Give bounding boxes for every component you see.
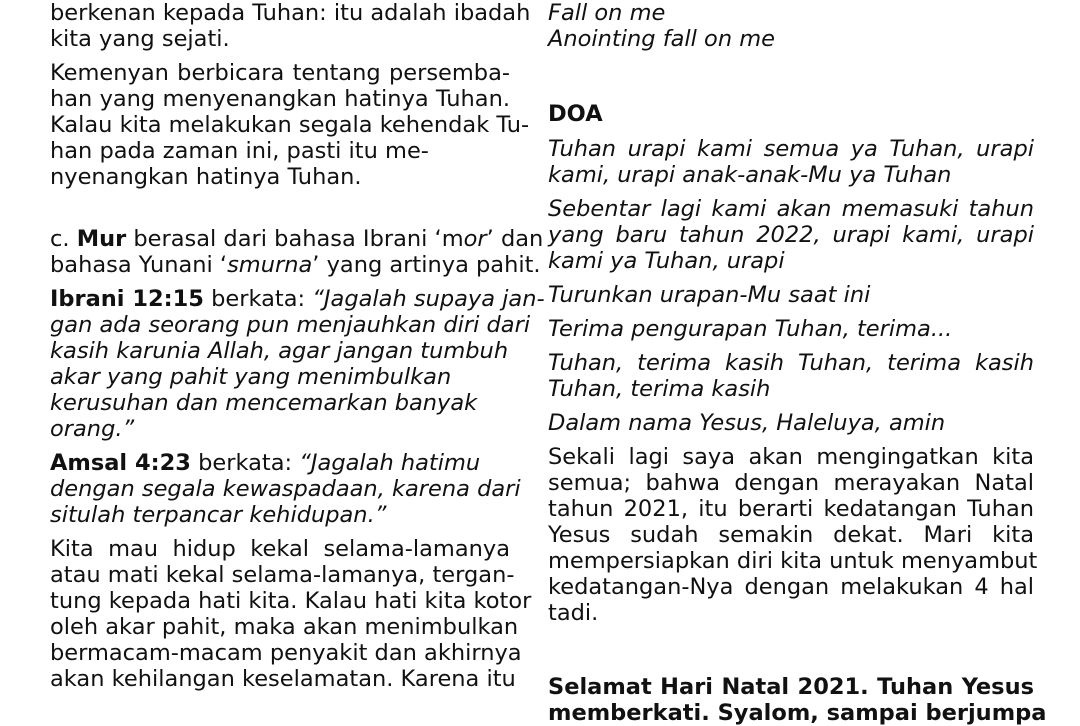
prayer-paragraph	[548, 316, 1034, 342]
mur-line-1	[50, 226, 544, 252]
prayer	[548, 136, 1034, 436]
verse-line: dengan segala kewaspadaan, karena dari	[50, 476, 521, 502]
verse-reference: Amsal 4:23	[50, 450, 191, 476]
text-line: Kalau kita melakukan segala kehendak Tu-	[50, 112, 530, 138]
prayer-line: Sebentar lagi kami akan memasuki tahun	[548, 196, 1034, 222]
text-span: berkata:	[190, 450, 300, 476]
hebrew-word: or	[463, 226, 487, 252]
verse-line: situlah terpancar kehidupan.”	[50, 502, 387, 528]
text-line: kita yang sejati.	[50, 26, 230, 52]
prayer-line: Tuhan, terima kasih	[548, 376, 771, 402]
paragraph-kemenyan	[50, 60, 530, 190]
lyric-line: Anointing fall on me	[548, 26, 775, 52]
text-line: oleh akar pahit, maka akan menimbulkan	[50, 614, 519, 640]
text-line: tadi.	[548, 600, 599, 626]
verse-ibrani	[50, 286, 545, 442]
text-line: atau mati kekal selama-lamanya, tergan-	[50, 562, 515, 588]
right-column	[548, 0, 1047, 726]
text-span: berasal dari bahasa Ibrani ‘m	[126, 226, 464, 252]
term-mur: Mur	[76, 226, 127, 252]
text-line: akan kehilangan keselamatan. Karena itu	[50, 666, 516, 692]
text-line: han pada zaman ini, pasti itu me-	[50, 138, 429, 164]
text-line: han yang menyenangkan hatinya Tuhan.	[50, 86, 510, 112]
text-line: Kita mau hidup kekal selama-lamanya	[50, 536, 510, 562]
verse-line	[50, 450, 510, 476]
prayer-paragraph	[548, 196, 1034, 274]
prayer-line: kami ya Tuhan, urapi	[548, 248, 785, 274]
text-line: bermacam-macam penyakit dan akhirnya	[50, 640, 522, 666]
song-lyrics	[548, 0, 1034, 52]
closing-greeting	[548, 674, 1047, 726]
left-column	[50, 0, 545, 692]
prayer-paragraph	[548, 282, 1034, 308]
paragraph-ibadah	[50, 0, 531, 52]
text-line: Kemenyan berbicara tentang persemba-	[50, 60, 510, 86]
text-line: Yesus sudah semakin dekat. Mari kita	[548, 522, 1034, 548]
paragraph-mur	[50, 226, 544, 278]
prayer-paragraph	[548, 350, 1034, 402]
text-line: Sekali lagi saya akan mengingatkan kita	[548, 444, 1034, 470]
text-line: berkenan kepada Tuhan: itu adalah ibadah	[50, 0, 531, 26]
verse-line: akar yang pahit yang menimbulkan	[50, 364, 452, 390]
verse-line: orang.”	[50, 416, 135, 442]
prayer-line: Terima pengurapan Tuhan, terima...	[548, 316, 953, 342]
verse-reference: Ibrani 12:15	[50, 286, 204, 312]
prayer-line: Tuhan urapi kami semua ya Tuhan, urapi	[548, 136, 1034, 162]
prayer-paragraph	[548, 410, 1034, 436]
greeting-line: Selamat Hari Natal 2021. Tuhan Yesus	[548, 674, 1034, 700]
paragraph-hati	[50, 536, 532, 692]
text-line: nyenangkan hatinya Tuhan.	[50, 164, 362, 190]
text-line: semua; bahwa dengan merayakan Natal	[548, 470, 1034, 496]
text-line: tung kepada hati kita. Kalau hati kita kotor	[50, 588, 532, 614]
verse-quote: “Jagalah supaya jan-	[312, 286, 545, 312]
verse-line: kerusuhan dan mencemarkan banyak	[50, 390, 478, 416]
greek-word: smurna	[227, 252, 313, 278]
text-span: ’ yang artinya pahit.	[312, 252, 541, 278]
prayer-line: Turunkan urapan-Mu saat ini	[548, 282, 871, 308]
text-line: kedatangan-Nya dengan melakukan 4 hal	[548, 574, 1034, 600]
prayer-line: yang baru tahun 2022, urapi kami, urapi	[548, 222, 1034, 248]
lyric-line: Fall on me	[548, 0, 666, 26]
text-span: bahasa Yunani ‘	[50, 252, 228, 278]
mur-line-2	[50, 252, 541, 278]
prayer-line: Tuhan, terima kasih Tuhan, terima kasih	[548, 350, 1034, 376]
text-span: ’ dan	[486, 226, 544, 252]
verse-line: kasih karunia Allah, agar jangan tumbuh	[50, 338, 509, 364]
list-marker: c.	[50, 226, 77, 252]
verse-quote: “Jagalah hatimu	[299, 450, 481, 476]
verse-line	[50, 286, 545, 312]
prayer-line: kami, urapi anak-anak-Mu ya Tuhan	[548, 162, 952, 188]
text-line: mempersiapkan diri kita untuk menyambut	[548, 548, 1038, 574]
text-span: berkata:	[203, 286, 313, 312]
greeting-line: memberkati. Syalom, sampai berjumpa	[548, 700, 1047, 726]
paragraph-closing	[548, 444, 1038, 626]
text-line: tahun 2021, itu berarti kedatangan Tuhan	[548, 496, 1034, 522]
verse-line: gan ada seorang pun menjauhkan diri dari	[50, 312, 531, 338]
prayer-paragraph	[548, 136, 1034, 188]
prayer-line: Dalam nama Yesus, Haleluya, amin	[548, 410, 946, 436]
section-heading-doa: DOA	[548, 101, 603, 127]
verse-amsal	[50, 450, 521, 528]
